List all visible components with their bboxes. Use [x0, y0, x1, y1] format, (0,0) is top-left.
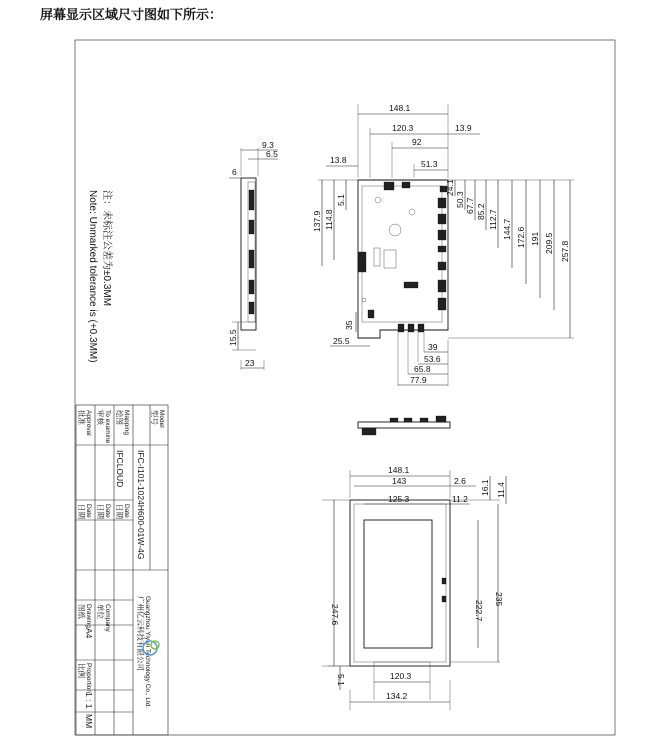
side-view	[228, 140, 278, 370]
page-heading: 屏幕显示区域尺寸图如下所示：	[40, 7, 223, 22]
mapping-value: IFCLOUD	[115, 450, 125, 488]
company-name	[136, 596, 151, 708]
note-en: Note: Unmarked tolerance is (+0.3MM)	[87, 190, 98, 363]
examine-label: 审核	[96, 410, 105, 425]
dim-top-51-3: 51.3	[421, 159, 438, 169]
dim-lcd-134-2: 134.2	[386, 691, 408, 701]
dim-lcd-235: 235	[494, 592, 504, 607]
dim-lcd-143: 143	[392, 476, 407, 486]
dim-top-148-1: 148.1	[389, 103, 411, 113]
dim-bottom-39: 39	[428, 342, 438, 352]
lcd-front-view	[322, 465, 506, 710]
date-label-1-en: Date	[85, 504, 92, 518]
model-label: 型号	[150, 410, 159, 425]
dim-lcd-148-1: 148.1	[388, 465, 410, 475]
note-zh: 注：未标注公差为±0.3MM	[101, 190, 112, 307]
proportion-label-en: Proportion	[85, 663, 92, 693]
drawing-label-en: Drawing	[85, 604, 92, 628]
dim-6: 6	[232, 167, 237, 177]
dim-lcd-125-3: 125.3	[388, 494, 410, 504]
dim-top-13-8: 13.8	[330, 155, 347, 165]
dim-15-5: 15.5	[228, 329, 238, 346]
date-label-3-en: Date	[123, 504, 130, 518]
dim-left-114-8: 114.8	[324, 209, 334, 230]
dim-lcd-11-2: 11.2	[452, 494, 468, 504]
mapping-label: 绘图	[115, 410, 124, 425]
dim-lcd-11-4: 11.4	[496, 482, 506, 498]
date-label-2: 日期	[96, 504, 105, 519]
dim-lcd-222-7: 222.7	[474, 600, 484, 622]
sheet-border	[75, 40, 615, 735]
tolerance-note	[87, 190, 114, 363]
dim-lcd-5-1: 5.1	[336, 674, 346, 686]
dim-right-24-1: 24.1	[445, 179, 455, 196]
dim-lcd-247-6: 247.6	[330, 604, 340, 626]
board-top-view	[312, 103, 574, 386]
approval-label: 批准	[77, 410, 86, 425]
dim-right-172-6: 172.6	[516, 226, 526, 248]
unit-value: MM	[84, 714, 94, 729]
dim-9-3: 9.3	[262, 140, 274, 150]
proportion-label: 比例	[77, 663, 86, 678]
model-value: IFC-I101-1024H600-01W-4G	[136, 450, 146, 560]
unit-label-en: Company	[104, 604, 111, 632]
mapping-label-en: Mapping	[123, 410, 130, 435]
proportion-value: 1 : 1	[84, 692, 94, 709]
dim-lcd-120-3: 120.3	[390, 671, 412, 681]
dim-top-92: 92	[412, 137, 422, 147]
company-en: Guangzhou Yiyun Technology Co., Ltd.	[144, 596, 151, 709]
title-block	[76, 405, 168, 735]
dim-right-191: 191	[530, 231, 540, 246]
dim-lcd-16-1: 16.1	[480, 479, 490, 496]
drawing-value: A4	[84, 628, 94, 639]
dim-right-67-7: 67.7	[465, 197, 475, 214]
dim-right-144-7: 144.7	[502, 218, 512, 240]
date-label-3: 日期	[115, 504, 124, 519]
dim-lcd-2-6: 2.6	[454, 476, 466, 486]
dim-right-85-2: 85.2	[476, 203, 486, 220]
model-label-en: Model	[158, 410, 165, 428]
examine-label-en: To examine	[104, 410, 111, 444]
drawing-label: 图纸	[77, 604, 86, 619]
dim-bottom-65-8: 65.8	[414, 364, 431, 374]
company-cn: 广州亿云科技有限公司	[136, 596, 145, 671]
dim-right-112-7: 112.7	[488, 209, 498, 230]
dim-bottom-77-9: 77.9	[410, 375, 427, 385]
board-side-profile	[358, 416, 450, 435]
dim-top-120-3: 120.3	[392, 123, 414, 133]
dim-35: 35	[344, 320, 354, 330]
dim-right-209-5: 209.5	[544, 232, 554, 254]
dim-bottom-53-6: 53.6	[424, 354, 441, 364]
unit-label: 单位	[96, 604, 105, 619]
dim-25-5: 25.5	[333, 336, 350, 346]
dim-left-137-9: 137.9	[312, 210, 322, 232]
dim-6-5: 6.5	[266, 149, 278, 159]
dim-left-5-1: 5.1	[336, 194, 346, 206]
dim-23: 23	[245, 358, 255, 368]
dim-right-257-8: 257.8	[560, 240, 570, 262]
date-label-2-en: Date	[104, 504, 111, 518]
approval-label-en: Approval	[85, 410, 92, 436]
dim-right-50-3: 50.3	[455, 191, 465, 208]
date-label-1: 日期	[77, 504, 86, 519]
dim-top-13-9: 13.9	[455, 123, 472, 133]
